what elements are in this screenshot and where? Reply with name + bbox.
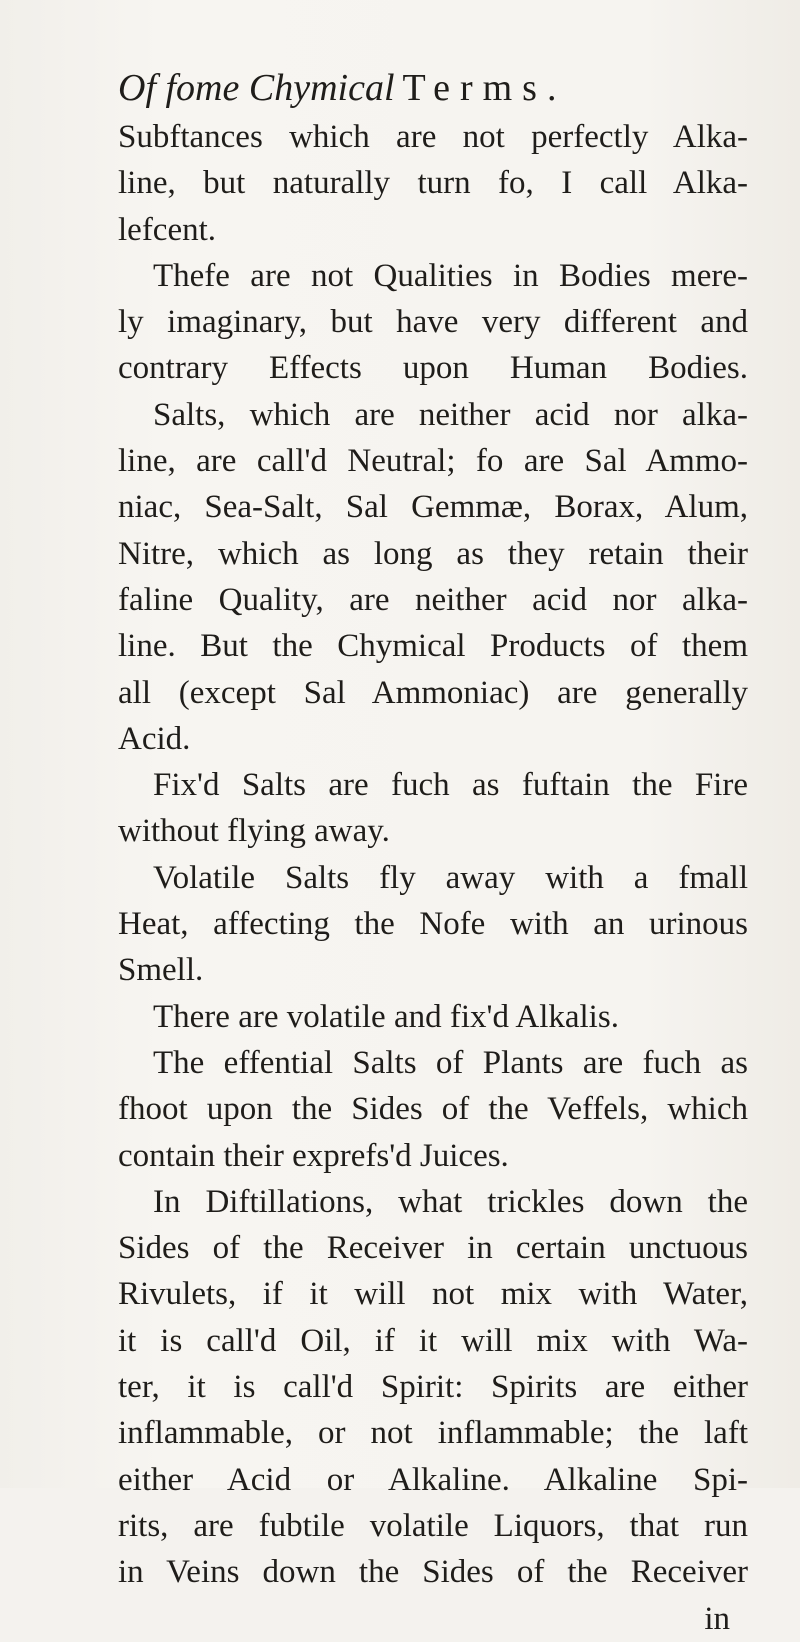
text-line: Subftances which are not perfectly Alka- bbox=[118, 119, 748, 155]
text-line: line, are call'd Neutral; fo are Sal Ammo- bbox=[118, 443, 748, 480]
text-line: rits, are fubtile volatile Liquors, that run bbox=[118, 1507, 748, 1544]
text-line: contain their exprefs'd Juices. bbox=[118, 1137, 509, 1174]
text-line: niac, Sea-Salt, Sal Gemmæ, Borax, Alum, bbox=[118, 489, 748, 526]
text-line: Salts, which are neither acid nor alka- bbox=[153, 396, 748, 433]
text-line: In Diftillations, what trickles down the bbox=[153, 1183, 748, 1220]
text-line: line, but naturally turn fo, I call Alka- bbox=[118, 165, 748, 202]
text-line: fhoot upon the Sides of the Veffels, which bbox=[118, 1091, 748, 1128]
text-line: Smell. bbox=[118, 952, 204, 989]
text-line: Acid. bbox=[118, 720, 191, 757]
text-line: Nitre, which as long as they retain their bbox=[118, 535, 748, 572]
text-line: The effential Salts of Plants are fuch as bbox=[153, 1044, 748, 1081]
text-line: in bbox=[704, 1600, 730, 1637]
text-line: Thefe are not Qualities in Bodies mere- bbox=[153, 257, 748, 294]
running-head-caps: Terms. bbox=[402, 67, 567, 109]
text-line: either Acid or Alkaline. Alkaline Spi- bbox=[118, 1461, 748, 1498]
running-head-italic: Of fome Chymical bbox=[118, 67, 395, 109]
running-head bbox=[118, 64, 566, 112]
text-line: line. But the Chymical Products of them bbox=[118, 628, 748, 665]
text-line: lefcent. bbox=[118, 211, 217, 248]
text-line: without flying away. bbox=[118, 813, 390, 850]
text-line: Volatile Salts fly away with a fmall bbox=[153, 859, 748, 896]
text-line: in Veins down the Sides of the Receiver bbox=[118, 1554, 748, 1591]
text-line: contrary Effects upon Human Bodies. bbox=[118, 350, 748, 387]
text-line: Sides of the Receiver in certain unctuous bbox=[118, 1230, 748, 1267]
text-line: inflammable, or not inflammable; the laft bbox=[118, 1415, 748, 1452]
body-text bbox=[118, 114, 748, 1642]
text-line: it is call'd Oil, if it will mix with Wa- bbox=[118, 1322, 748, 1359]
text-line: ter, it is call'd Spirit: Spirits are either bbox=[118, 1369, 748, 1406]
text-line: ly imaginary, but have very different and bbox=[118, 304, 748, 341]
text-line: Rivulets, if it will not mix with Water, bbox=[118, 1276, 748, 1313]
text-line: Heat, affecting the Nofe with an urinous bbox=[118, 906, 748, 943]
text-line: faline Quality, are neither acid nor alka- bbox=[118, 581, 748, 618]
text-line: all (except Sal Ammoniac) are generally bbox=[118, 674, 748, 711]
text-line: There are volatile and fix'd Alkalis. bbox=[153, 998, 619, 1035]
text-line: Fix'd Salts are fuch as fuftain the Fire bbox=[153, 767, 748, 804]
